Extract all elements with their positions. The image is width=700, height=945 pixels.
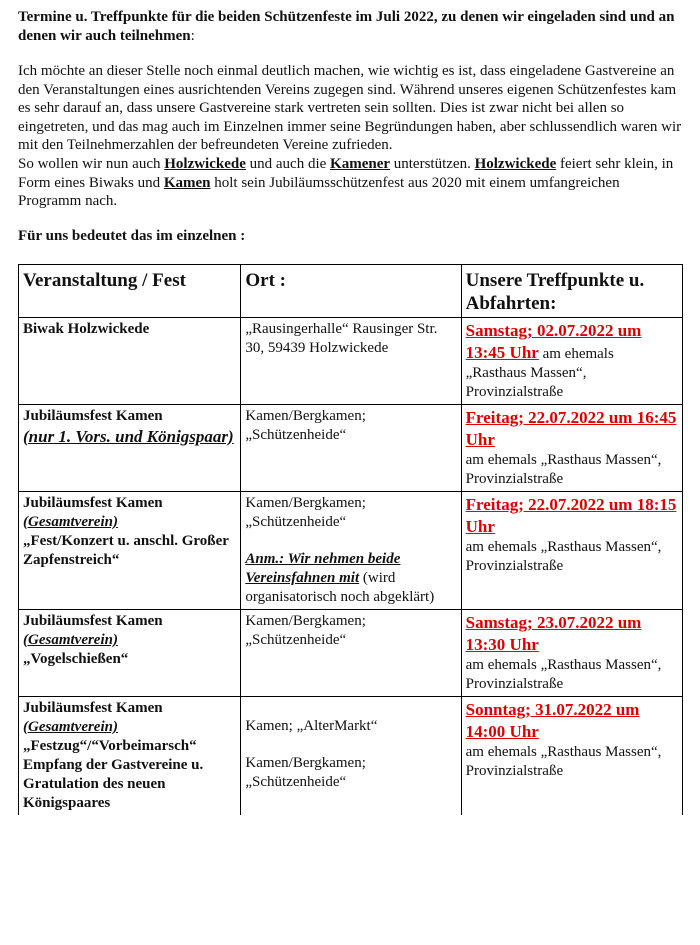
header-meeting: Unsere Treffpunkte u. Abfahrten: bbox=[461, 264, 682, 317]
meeting-point: am ehemals „Rasthaus Massen“, Provinzialstraße bbox=[465, 538, 662, 574]
event-cell bbox=[19, 609, 241, 696]
document-page bbox=[18, 8, 686, 815]
event-title: Jubiläumsfest Kamen bbox=[23, 699, 163, 716]
intro-holzwickede-2: Holzwickede bbox=[474, 155, 557, 172]
event-title: Jubiläumsfest Kamen bbox=[23, 612, 163, 629]
event-program: „Festzug“/“Vorbeimarsch“ Empfang der Gastvereine u. Gratulation des neuen Königspaares bbox=[23, 737, 204, 811]
event-cell bbox=[19, 491, 241, 609]
meeting-point: am ehemals „Rasthaus Massen“, Provinzialstraße bbox=[465, 451, 662, 487]
place-text: Kamen; „AlterMarkt“ bbox=[245, 717, 378, 734]
place-text: Kamen/Bergkamen; „Schützenheide“ bbox=[245, 494, 366, 530]
meeting-point: am ehemals „Rasthaus Massen“, Provinzialstraße bbox=[465, 743, 662, 779]
table-row bbox=[19, 404, 683, 491]
intro-kamener: Kamener bbox=[330, 155, 391, 172]
place-cell: „Rausingerhalle“ Rausinger Str. 30, 59439 Holzwickede bbox=[241, 317, 461, 404]
meeting-date: Samstag; 02.07.2022 um 13:45 Uhr bbox=[465, 320, 642, 362]
intro-paragraph-1: Ich möchte an dieser Stelle noch einmal deutlich machen, wie wichtig es ist, dass eingeladene Gastvereine an den Veranstaltungen eines ausrichtenden Vereins zugegen sind. Während unseres eigenen Schützenfestes kam es sehr darauf an, dass unsere Gastvereine stark vertreten sein sollten. Dies ist zwar nicht bei allen so eingetreten, und das mag auch im Einzelnen immer seine Begründungen haben, aber schlussendlich waren wir mit den Teilnehmerzahlen der befreundeten Vereine zufrieden. bbox=[18, 63, 682, 154]
event-title: Biwak Holzwickede bbox=[23, 320, 150, 337]
event-participants: (Gesamtverein) bbox=[23, 513, 118, 530]
header-event: Veranstaltung / Fest bbox=[19, 264, 241, 317]
place-cell bbox=[241, 491, 461, 609]
event-program: „Vogelschießen“ bbox=[23, 650, 129, 667]
document-heading bbox=[18, 8, 686, 46]
table-row bbox=[19, 696, 683, 815]
table-header-row bbox=[19, 264, 683, 317]
meeting-date: Freitag; 22.07.2022 um 18:15 Uhr bbox=[465, 494, 677, 536]
intro-holzwickede: Holzwickede bbox=[164, 155, 246, 172]
event-cell bbox=[19, 696, 241, 815]
event-title: Jubiläumsfest Kamen bbox=[23, 494, 163, 511]
event-title: Jubiläumsfest Kamen bbox=[23, 407, 163, 424]
intro-paragraph-2 bbox=[18, 155, 686, 211]
place-cell: Kamen/Bergkamen; „Schützenheide“ bbox=[241, 609, 461, 696]
schedule-subheading: Für uns bedeutet das im einzelnen : bbox=[18, 227, 246, 244]
event-cell bbox=[19, 404, 241, 491]
intro-text: So wollen wir nun auch bbox=[18, 155, 165, 172]
event-participants: (nur 1. Vors. und Königspaar) bbox=[23, 426, 234, 446]
meeting-date: Samstag; 23.07.2022 um 13:30 Uhr bbox=[465, 612, 642, 654]
header-place: Ort : bbox=[241, 264, 461, 317]
schedule-table bbox=[18, 264, 683, 815]
meeting-date: Sonntag; 31.07.2022 um 14:00 Uhr bbox=[465, 699, 640, 741]
table-row bbox=[19, 317, 683, 404]
meeting-cell bbox=[461, 317, 682, 404]
flag-note: Anm.: Wir nehmen beide Vereinsfahnen mit bbox=[245, 550, 401, 586]
meeting-cell bbox=[461, 696, 682, 815]
event-program: „Fest/Konzert u. anschl. Großer Zapfenstreich“ bbox=[23, 532, 229, 568]
intro-text: und auch die bbox=[245, 155, 331, 172]
flag-note-tail: (wird organisatorisch noch abgeklärt) bbox=[245, 569, 435, 605]
meeting-point: am ehemals „Rasthaus Massen“, Provinzialstraße bbox=[465, 656, 662, 692]
place-cell: Kamen/Bergkamen; „Schützenheide“ bbox=[241, 404, 461, 491]
meeting-cell bbox=[461, 404, 682, 491]
intro-text: unterstützen. bbox=[390, 155, 475, 172]
event-participants: (Gesamtverein) bbox=[23, 718, 118, 735]
heading-colon: : bbox=[190, 28, 195, 44]
heading-text: Termine u. Treffpunkte für die beiden Schützenfeste im Juli 2022, zu denen wir eingeladen sind und an denen wir auch teilnehmen bbox=[18, 9, 675, 44]
event-cell bbox=[19, 317, 241, 404]
intro-kamen: Kamen bbox=[163, 174, 211, 191]
place-cell bbox=[241, 696, 461, 815]
meeting-cell bbox=[461, 491, 682, 609]
table-row bbox=[19, 609, 683, 696]
intro-text: holt sein Jubiläumsschützenfest aus 2020 mit einem umfangreichen Programm nach. bbox=[18, 174, 620, 210]
meeting-point: am ehemals „Rasthaus Massen“, Provinzialstraße bbox=[465, 345, 614, 400]
table-row bbox=[19, 491, 683, 609]
meeting-date: Freitag; 22.07.2022 um 16:45 Uhr bbox=[465, 407, 677, 449]
intro-text: feiert sehr klein, in Form eines Biwaks und bbox=[18, 155, 674, 191]
event-participants: (Gesamtverein) bbox=[23, 631, 118, 648]
meeting-cell bbox=[461, 609, 682, 696]
place-text-2: Kamen/Bergkamen; „Schützenheide“ bbox=[245, 754, 366, 790]
